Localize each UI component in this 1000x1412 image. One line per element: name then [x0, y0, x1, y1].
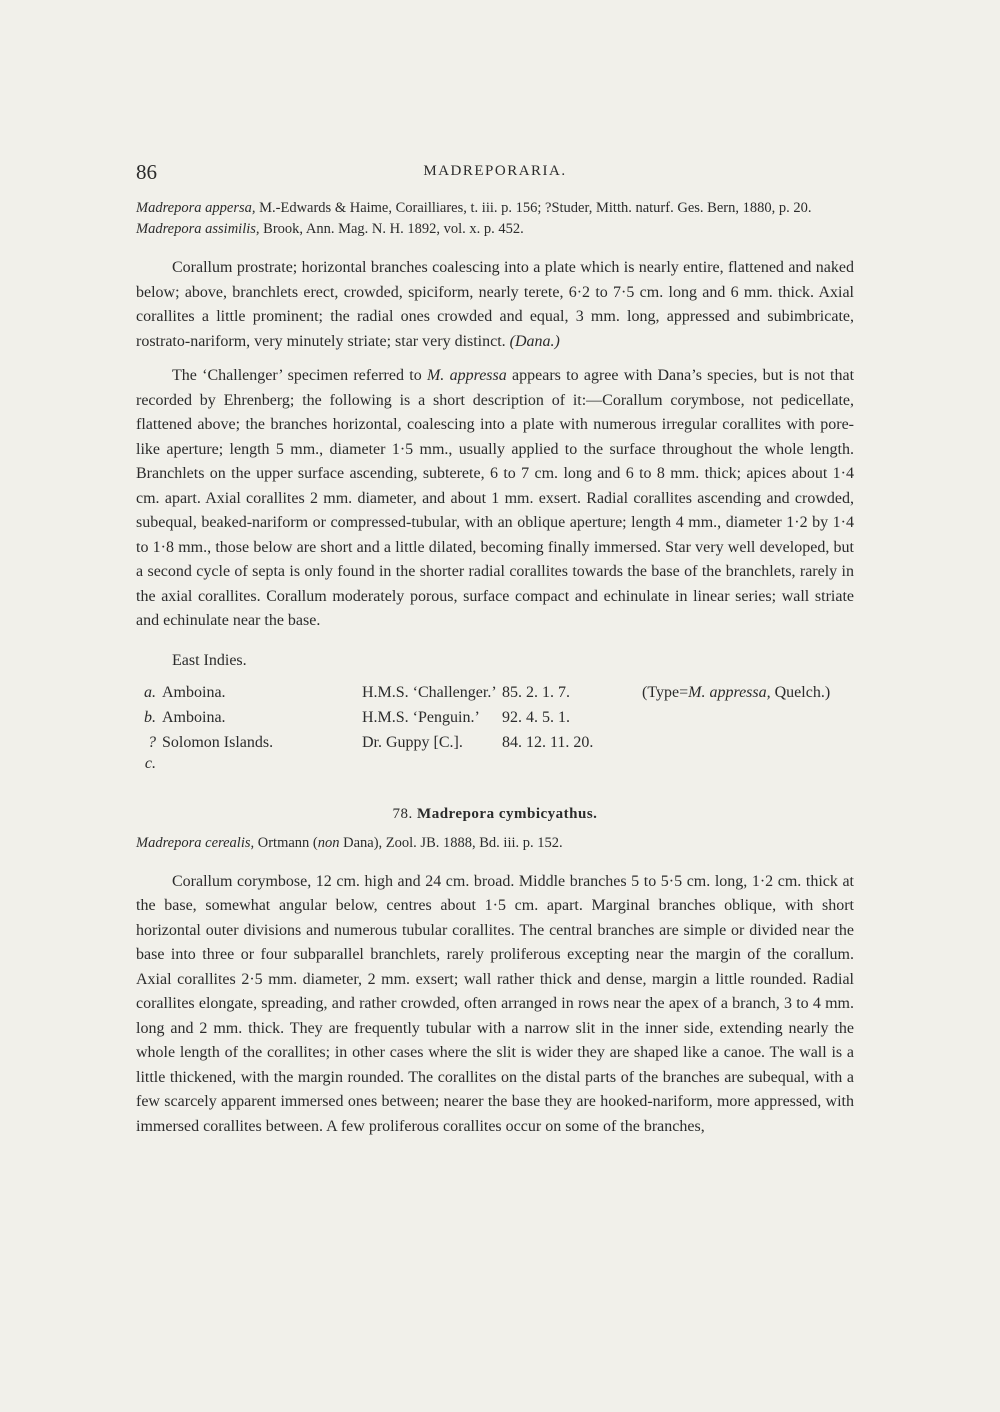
species-name: Madrepora cymbicyathus. [417, 805, 598, 822]
citation: (Dana.) [509, 332, 560, 350]
synonym-entry [136, 833, 854, 854]
specimen-note [642, 680, 830, 705]
specimen-source: Dr. Guppy [C.]. [362, 733, 463, 751]
note-text: Quelch.) [770, 683, 831, 701]
table-row [136, 705, 830, 730]
synonym-non: non [317, 834, 340, 851]
synonym-entry [136, 198, 854, 219]
specimen-note [642, 705, 830, 730]
specimen-note [642, 730, 830, 776]
page-number: 86 [136, 160, 157, 184]
synonym-reference: Dana), Zool. JB. 1888, Bd. iii. p. 152. [339, 834, 563, 851]
specimen-place: Amboina. [162, 683, 226, 701]
note-text: (Type= [642, 683, 689, 701]
species-number: 78. [392, 805, 413, 822]
synonym-reference: Brook, Ann. Mag. N. H. 1892, vol. x. p. 452. [259, 221, 524, 237]
synonym-name: Madrepora cerealis, [136, 834, 255, 851]
synonym-name: Madrepora appersa, [136, 200, 256, 216]
running-title: MADREPORARIA. [423, 163, 567, 179]
paragraph-text: appears to agree with Dana’s species, but is not that recorded by Ehrenberg; the following is a short description of it:—Corallum corymbose, not pedicellate, flattened above; the branches horizontal, coalescing into a plate with numerous irregular corallites with pore-like aperture; length 5 mm., diameter 1·5 mm., usually applied to the surface throughout the whole length. Branchlets on the upper surface ascending, subterete, 6 to 7 cm. long and 6 to 8 mm. thick; apices about 1·4 cm. apart. Axial corallites 2 mm. diameter, and about 1 mm. exsert. Radial corallites ascending and crowded, subequal, beaked-nariform or compressed-tubular, with an oblique aperture; length 4 mm., diameter 1·2 by 1·4 to 1·8 mm., those below are short and a little dilated, becoming finally immersed. Star very well developed, but a second cycle of septa is only found in the shorter radial corallites towards the base of the branchlets, rarely in the axial corallites. Corallum moderately porous, surface compact and echinulate in linear series; wall striate and echinulate near the base. [136, 367, 855, 629]
table-row [136, 730, 830, 776]
description-text: Corallum prostrate; horizontal branches coalescing into a plate which is nearly entire, flattened and naked below; above, branchlets erect, crowded, spiciform, nearly terete, 6·2 to 7·5 cm. long and 6 mm. thick. Axial corallites a little prominent; the radial ones crowded and equal, 3 mm. long, appressed and subimbricate, rostrato-nariform, very minutely striate; star very distinct. [136, 259, 854, 350]
specimen-table [136, 680, 830, 776]
paragraph-text: The ‘Challenger’ specimen referred to [172, 367, 427, 384]
locality: East Indies. [172, 651, 247, 669]
page-header [136, 160, 854, 190]
specimen-letter: b. [144, 708, 156, 726]
specimen-place: Solomon Islands. [162, 733, 274, 751]
challenger-paragraph [136, 364, 854, 634]
synonym-entry [136, 219, 854, 240]
specimen-reg: 85. 2. 1. 7. [502, 683, 570, 701]
table-row [136, 680, 830, 705]
note-species: M. appressa, [688, 683, 771, 701]
synonym-name: Madrepora assimilis, [136, 221, 260, 237]
synonym-reference: Ortmann ( [254, 834, 318, 851]
species-ref: M. appressa [426, 367, 507, 384]
specimen-letter: ? c. [144, 733, 156, 772]
synonym-reference: M.-Edwards & Haime, Corailliares, t. iii. p. 156; ?Studer, Mitth. naturf. Ges. Bern, 1880, p. 20. [255, 200, 812, 216]
specimen-reg: 84. 12. 11. 20. [502, 733, 594, 751]
species-heading [136, 806, 854, 823]
specimen-source: H.M.S. ‘Challenger.’ [362, 683, 497, 701]
specimen-source: H.M.S. ‘Penguin.’ [362, 708, 480, 726]
description-paragraph [136, 256, 854, 354]
specimen-letter: a. [144, 683, 156, 701]
page [136, 160, 854, 1139]
specimen-place: Amboina. [162, 708, 226, 726]
description-paragraph: Corallum corymbose, 12 cm. high and 24 cm. broad. Middle branches 5 to 5·5 cm. long, 1·2 cm. thick at the base, somewhat angular below, centres about 1·5 cm. apart. Marginal branches oblique, with short horizontal outer divisions and numerous tubular corallites. The central branches are simple or divided near the base into three or four subparallel branchlets, rarely proliferous excepting near the margin of the corallum. Axial corallites 2·5 mm. diameter, 2 mm. exsert; wall rather thick and dense, margin a little rounded. Radial corallites elongate, spreading, and rather crowded, often arranged in rows near the apex of a branch, 3 to 4 mm. long and 2 mm. thick. They are frequently tubular with a narrow slit in the inner side, extending nearly the whole length of the corallites; in other cases where the slit is wider they are shaped like a canoe. The wall is a little thickened, with the margin rounded. The corallites on the distal parts of the branches are subequal, with a few scarcely apparent immersed ones between; nearer the base they are hooked-nariform, more appressed, with immersed corallites between. A few proliferous corallites occur on some of the branches, [136, 872, 854, 1135]
specimen-reg: 92. 4. 5. 1. [502, 708, 570, 726]
